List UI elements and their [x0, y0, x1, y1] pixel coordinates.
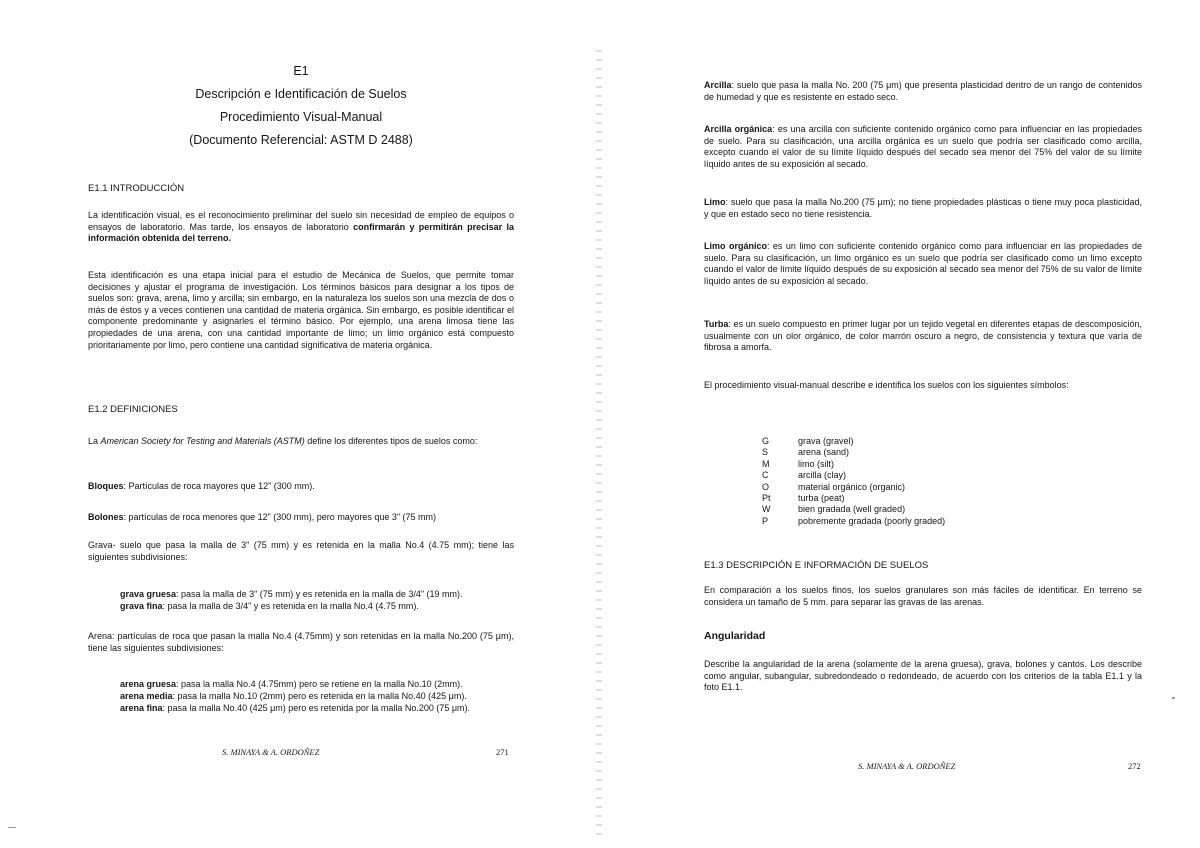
list-item — [762, 482, 945, 493]
symbol-description: arena (sand) — [798, 447, 850, 458]
intro-paragraph-2: Esta identificación es una etapa inicial para el estudio de Mecánica de Suelos, que permite tomar decisiones y ajustar el programa de investigación. Los términos básicos para designar a los tipos de suelos son: grava, arena, limo y arcilla; sin embargo, en la naturaleza los suelos son una mezcla de dos o más de éstos y a veces contienen una cantidad de materia orgánica. Sin embargo, es posible identificar el componente predominante y asignarles el término básico. Por ejemplo, una arena limosa tiene las propiedades de una arena, con una cantidad importante de limo; un limo orgánico está compuesto prioritariamente por limo, pero contiene una cantidad significativa de materia orgánica. — [88, 270, 514, 350]
page-number: 272 — [1128, 761, 1141, 771]
page-number: 271 — [496, 747, 509, 757]
list-item — [762, 504, 945, 515]
footer-author: S. MINAYA & A. ORDOÑEZ — [858, 761, 956, 771]
definition-arcilla-organica: Arcilla orgánica: es una arcilla con suficiente contenido orgánico como para influenciar en las propiedades de suelo. Para su clasificación, una arcilla orgánica es un suelo que podría ser clasificado como arcilla, excepto cuando el valor de su límite líquido después del secado sea menor del 75% del valor de su límite líquido antes de su exposición al secado. — [704, 124, 1142, 169]
right-page — [704, 0, 1142, 848]
list-item — [762, 470, 945, 481]
symbol-description: grava (gravel) — [798, 436, 854, 446]
definitions-intro: La American Society for Testing and Materials (ASTM) define los diferentes tipos de suelos como: — [88, 436, 478, 446]
symbol-code: G — [762, 436, 770, 446]
soil-symbols-list — [762, 436, 945, 527]
symbol-code: Pt — [762, 493, 771, 504]
definition-bolones: Bolones: partículas de roca menores que 12" (300 mm), pero mayores que 3" (75 mm) — [88, 512, 437, 522]
list-item — [762, 447, 945, 458]
definition-grava: Grava- suelo que pasa la malla de 3" (75 mm) y es retenida en la malla No.4 (4.75 mm); tiene las siguientes subdivisiones: — [88, 540, 514, 562]
chapter-reference: (Documento Referencial: ASTM D 2488) — [189, 133, 413, 147]
definition-turba: Turba: es un suelo compuesto en primer lugar por un tejido vegetal en diferentes etapas de descomposición, usualmente con un olor orgánico, de color marrón oscuro a negro, de consistencia y textura que varía de fibrosa a amorfa. — [704, 319, 1142, 353]
list-item — [762, 516, 945, 527]
definition-arena: Arena: partículas de roca que pasan la malla No.4 (4.75mm) y son retenidas en la malla No.200 (75 μm), tiene las siguientes subdivisiones: — [88, 631, 514, 653]
symbol-code: M — [762, 458, 770, 469]
definition-arena-fina: arena fina: pasa la malla No.40 (425 μm) pero es retenida por la malla No.200 (75 μm). — [120, 703, 471, 713]
section-heading-definiciones: E1.2 DEFINICIONES — [88, 404, 178, 415]
symbols-intro: El procedimiento visual-manual describe e identifica los suelos con los siguientes símbolos: — [704, 380, 1069, 390]
chapter-title-block — [88, 60, 514, 152]
definition-arena-gruesa: arena gruesa: pasa la malla No.4 (4.75mm) pero se retiene en la malla No.10 (2mm). — [120, 679, 463, 689]
footer-author: S. MINAYA & A. ORDOÑEZ — [222, 747, 320, 757]
definition-arcilla: Arcilla: suelo que pasa la malla No. 200 (75 μm) que presenta plasticidad dentro de un rango de contenidos de humedad y que es resistente en estado seco. — [704, 80, 1142, 102]
intro-paragraph-1: La identificación visual, es el reconocimiento preliminar del suelo sin necesidad de empleo de equipos o ensayos de laboratorio. Mas tarde, los ensayos de laboratorio confirmarán y permitirán precisar la información obtenida del terreno. — [88, 210, 514, 244]
subheading-angularidad: Angularidad — [704, 630, 766, 642]
symbol-code: P — [762, 515, 769, 526]
symbol-description: bien gradada (well graded) — [798, 504, 906, 515]
description-paragraph: En comparación a los suelos finos, los suelos granulares son más fáciles de identificar. En terreno se considera un tamaño de 5 mm. para separar las gravas de las arenas. — [704, 585, 1142, 607]
book-gutter — [596, 50, 602, 840]
symbol-description: material orgánico (organic) — [798, 481, 906, 492]
section-heading-introduccion: E1.1 INTRODUCCIÓN — [88, 183, 185, 194]
symbol-description: turba (peat) — [798, 493, 845, 504]
symbol-code: S — [762, 447, 769, 458]
definition-grava-fina: grava fina: pasa la malla de 3/4" y es retenida en la malla No.4 (4.75 mm). — [120, 601, 419, 611]
symbol-code: W — [762, 504, 771, 515]
symbol-code: C — [762, 470, 769, 481]
symbol-code: O — [762, 481, 770, 492]
left-page — [88, 0, 514, 848]
symbol-description: limo (silt) — [798, 458, 834, 469]
list-item — [762, 436, 945, 447]
scan-speck — [8, 827, 16, 828]
symbol-description: arcilla (clay) — [798, 470, 847, 481]
angularidad-paragraph: Describe la angularidad de la arena (solamente de la arena gruesa), grava, bolones y cantos. Los describe como angular, subangular, subredondeado o redondeado, de acuerdo con los criterios de la tabla E1.1 y la foto E1.1. — [704, 659, 1142, 693]
chapter-subtitle: Procedimiento Visual-Manual — [219, 110, 383, 124]
chapter-code: E1 — [293, 64, 309, 78]
list-item — [762, 493, 945, 504]
definition-arena-media: arena media: pasa la malla No.10 (2mm) pero es retenida en la malla No.40 (425 μm). — [120, 691, 467, 701]
definition-bloques: Bloques: Partículas de roca mayores que 12" (300 mm). — [88, 481, 315, 491]
definition-limo-organico: Limo orgánico: es un limo con suficiente contenido orgánico como para influenciar en las propiedades de suelo. Para su clasificación, un limo orgánico es un suelo que podría ser clasificado como un limo excepto cuando el valor de límite líquido después de su exposición al secado sea menor del 75% de su valor de límite líquido antes de su exposición al secado. — [704, 241, 1142, 286]
definition-grava-gruesa: grava gruesa: pasa la malla de 3" (75 mm) y es retenida en la malla de 3/4" (19 mm). — [120, 589, 463, 599]
symbol-description: pobremente gradada (poorly graded) — [798, 515, 946, 526]
scan-speck — [1172, 697, 1175, 699]
definition-limo: Limo: suelo que pasa la malla No.200 (75 μm); no tiene propiedades plásticas o tiene muy poca plasticidad, y que en estado seco no tiene resistencia. — [704, 197, 1142, 219]
chapter-title: Descripción e Identificación de Suelos — [195, 87, 407, 101]
list-item — [762, 459, 945, 470]
section-heading-descripcion: E1.3 DESCRIPCIÓN E INFORMACIÓN DE SUELOS — [704, 560, 929, 571]
